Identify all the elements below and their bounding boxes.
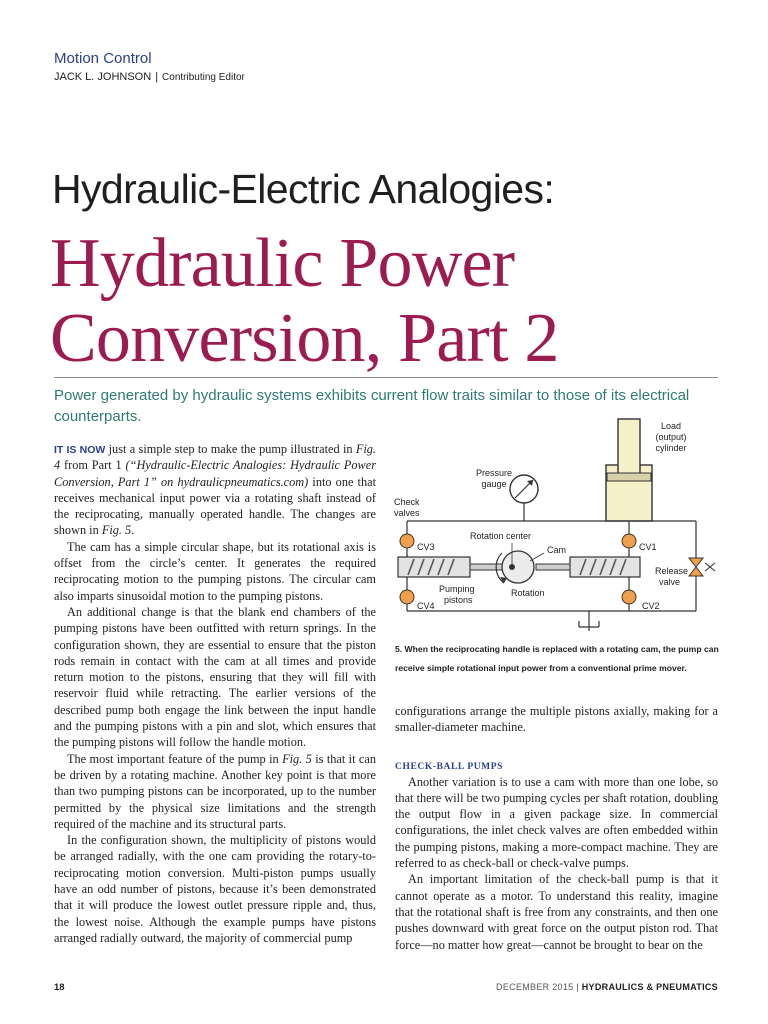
body-column-1	[54, 441, 376, 946]
label-load: Load	[660, 421, 682, 431]
label-cv1: CV1	[639, 542, 657, 552]
figure-5-diagram	[384, 417, 718, 635]
label-check: Check	[394, 497, 420, 507]
text-run: is that it can be driven by a rotating machine. Another key point is that more than two pumping pistons can be incorporated, up to the number permitted by the physical size limitations and the strength required of the machine and its structural parts.	[54, 751, 376, 831]
figure-ref: Fig. 5	[101, 523, 132, 538]
label-pistons: pistons	[444, 595, 473, 605]
label-pumping: Pumping	[439, 584, 475, 594]
label-gauge: gauge	[481, 479, 507, 489]
text-run: just a simple step to make the pump illustrated in	[105, 442, 356, 456]
valve-cv1	[622, 534, 636, 548]
section-label: Motion Control	[54, 50, 152, 67]
page-number: 18	[54, 982, 65, 993]
valve-cv3	[400, 534, 414, 548]
text-run: into one that receives mechanical input power via a rotating shaft instead of the reciprocating, manually operated handle. The changes are shown in	[54, 474, 376, 538]
cylinder-rod	[618, 419, 640, 477]
valve-cv2	[622, 590, 636, 604]
body-paragraph: configurations arrange the multiple pistons axially, making for a smaller-diameter machine.	[395, 704, 718, 735]
body-paragraph: An important limitation of the check-ball pump is that it cannot operate as a motor. To understand this reality, imagine that the rotational shaft is free from any constraints, and then one pushes downward with great force on the output piston rod. That force—no matter how great—cannot be brought to bear on the	[395, 872, 718, 952]
label-valve: valve	[659, 577, 681, 587]
magazine-name: HYDRAULICS & PNEUMATICS	[581, 982, 718, 992]
label-rotation-center: Rotation center	[470, 531, 532, 541]
text-run: from Part 1	[60, 458, 126, 473]
subhead: CHECK-BALL PUMPS	[395, 761, 504, 772]
valve-cv4	[400, 590, 414, 604]
label-pressure: Pressure	[475, 468, 513, 478]
figure-ref: Fig. 4	[54, 442, 377, 473]
footer-separator: |	[576, 982, 579, 992]
load-cylinder	[606, 419, 652, 521]
label-cv2: CV2	[642, 601, 660, 611]
label-cylinder: cylinder	[655, 443, 687, 453]
label-rotation: Rotation	[511, 588, 545, 598]
body-column-2	[395, 703, 718, 953]
article-reference: (“Hydraulic-Electric Analogies: Hydraulic Power Conversion, Part 1” on hydraulicpneumatics.com)	[54, 458, 376, 489]
body-paragraph: Another variation is to use a cam with more than one lobe, so that there will be two pumping cycles per shaft rotation, doubling the output flow in a given package size. In commercial configurations, the inlet check valves are often embedded within the pumping pistons, making a more-compact machine. They are referred to as check-ball or check-valve pumps.	[395, 774, 718, 871]
headline-line-1: Hydraulic Power	[50, 225, 515, 302]
run-in: IT IS NOW	[54, 444, 106, 456]
body-paragraph	[54, 751, 376, 832]
deck: Power generated by hydraulic systems exhibits current flow traits similar to those of its electrical counterparts.	[54, 387, 690, 425]
issue-date: DECEMBER 2015	[496, 982, 574, 992]
right-piston-rod	[536, 564, 570, 570]
label-release: Release	[655, 566, 689, 576]
headline-line-2: Conversion, Part 2	[50, 300, 559, 377]
author-role: Contributing Editor	[162, 72, 245, 83]
figure-caption: 5. When the reciprocating handle is replaced with a rotating cam, the pump can receive simple rotational input power from a conventional prime mover.	[395, 644, 719, 673]
release-valve	[689, 558, 715, 576]
title-kicker: Hydraulic-Electric Analogies:	[52, 166, 555, 212]
byline	[54, 71, 245, 83]
left-piston-rod	[470, 564, 506, 570]
body-paragraph	[54, 441, 376, 539]
label-valves: valves	[394, 508, 420, 518]
cylinder-piston	[607, 473, 651, 481]
body-paragraph: In the configuration shown, the multiplicity of pistons would be arranged radially, with the one cam providing the rotary-to-reciprocating motion conversion. Multi-piston pumps usually have an odd number of pistons, because it’s been demonstrated that it will produce the lowest outlet pressure ripple and, thus, the lowest noise. Although the example pumps have pistons arranged radially outward, the majority of commercial pump	[54, 833, 376, 945]
issue-line	[496, 982, 718, 992]
author-name: JACK L. JOHNSON	[54, 71, 152, 83]
label-cam: Cam	[547, 545, 567, 555]
body-paragraph: An additional change is that the blank end chambers of the pumping pistons have been outfitted with return springs. In the configuration shown, they are essential to ensure that the piston rods remain in contact with the cam at all times and provide return motion to the pistons, ensuring that they will fill with reservoir fluid while retracting. The earlier versions of the described pump both engage the link between the input handle and the pumping pistons with a pin and slot, which ensures that the pumping pistons will follow the handle motion.	[54, 604, 376, 750]
label-cv4: CV4	[417, 601, 435, 611]
text-run: The most important feature of the pump in	[67, 751, 283, 766]
headline	[50, 226, 559, 376]
label-output: (output)	[655, 432, 687, 442]
text-run: .	[131, 523, 135, 538]
label-cv3: CV3	[417, 542, 435, 552]
figure-ref: Fig. 5	[282, 751, 312, 766]
title-rule	[54, 377, 718, 378]
byline-separator: |	[155, 71, 159, 83]
body-paragraph: The cam has a simple circular shape, but its rotational axis is offset from the circle’s center. It generates the required reciprocating motion to the pumping pistons. The circular cam also imparts sinusoidal motion to the pumping pistons.	[54, 539, 376, 603]
cam	[496, 543, 544, 583]
pressure-gauge	[510, 475, 538, 503]
